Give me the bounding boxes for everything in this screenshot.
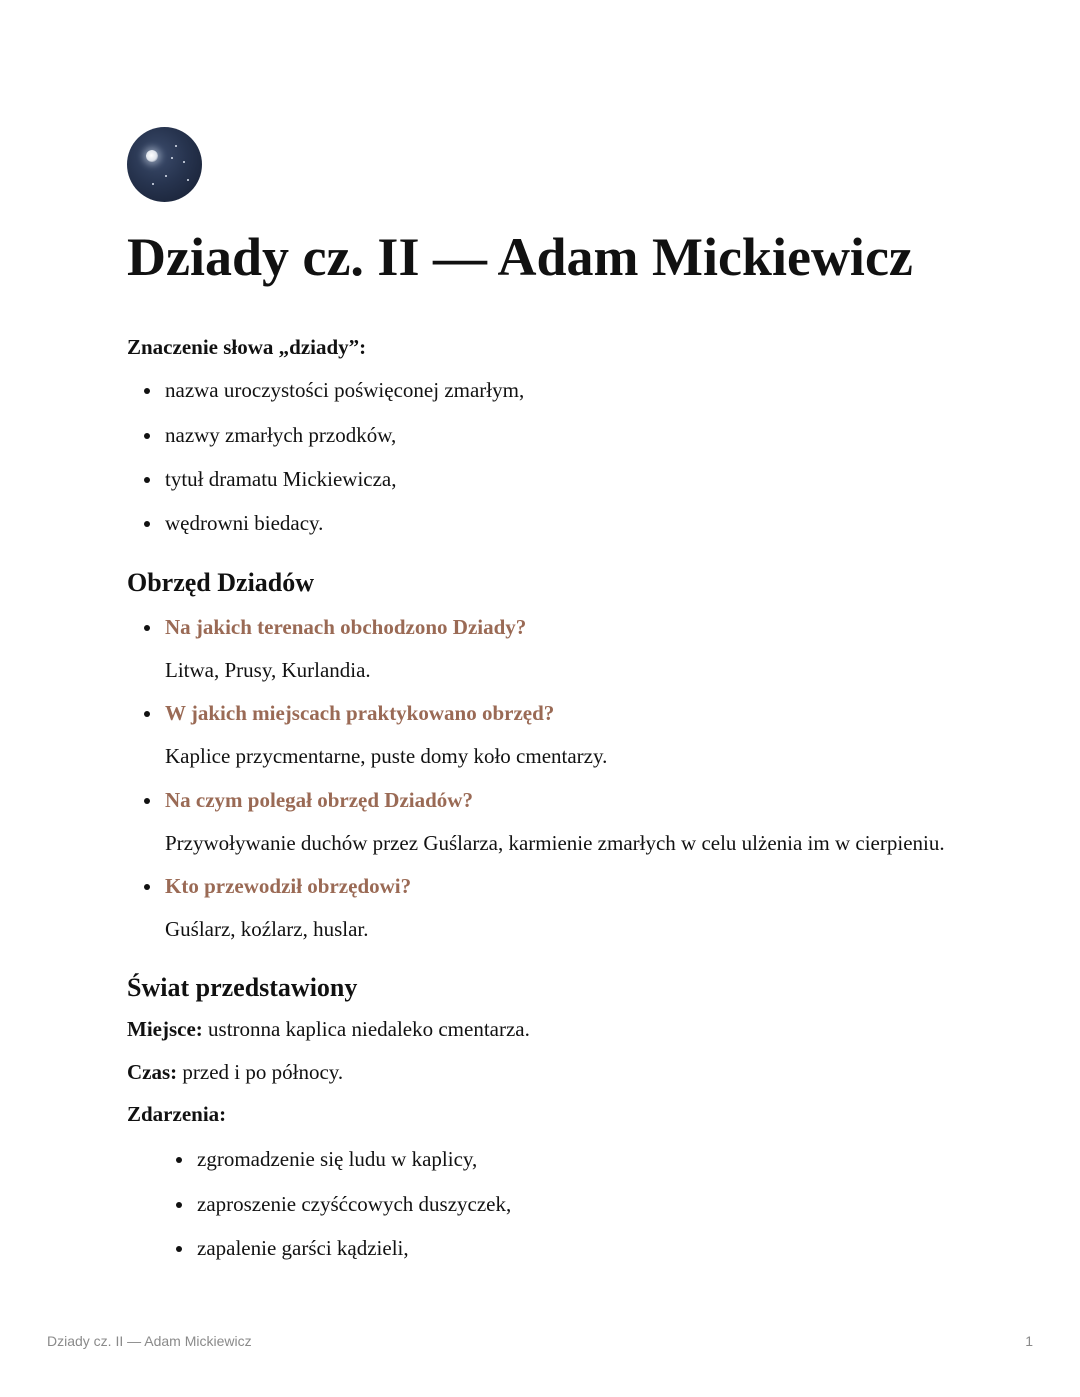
question-item: Na czym polegał obrzęd Dziadów? <box>165 788 473 812</box>
events-label-line <box>127 1100 226 1128</box>
footer-title: Dziady cz. II — Adam Mickiewicz <box>47 1333 252 1349</box>
star-dot <box>183 161 185 163</box>
answer-text: Guślarz, koźlarz, huslar. <box>165 917 369 941</box>
list-item: wędrowni biedacy. <box>165 511 324 535</box>
list-item: zgromadzenie się ludu w kaplicy, <box>197 1147 478 1171</box>
night-sky-moon-icon <box>127 127 202 202</box>
answer-text: Litwa, Prusy, Kurlandia. <box>165 658 371 682</box>
question-item: Kto przewodził obrzędowi? <box>165 874 412 898</box>
meaning-heading: Znaczenie słowa „dziady”: <box>127 335 367 359</box>
events-label: Zdarzenia: <box>127 1102 227 1126</box>
time-value: przed i po północy. <box>182 1060 344 1084</box>
star-dot <box>165 175 167 177</box>
time-label: Czas: <box>127 1060 178 1084</box>
list-item: zaproszenie czyśćcowych duszyczek, <box>197 1192 512 1216</box>
place-line <box>127 1015 530 1043</box>
page-title: Dziady cz. II — Adam Mickiewicz <box>127 227 913 287</box>
list-item: nazwa uroczystości poświęconej zmarłym, <box>165 378 525 402</box>
star-dot <box>175 145 177 147</box>
place-value: ustronna kaplica niedaleko cmentarza. <box>208 1017 530 1041</box>
moon-shape <box>146 150 158 162</box>
page-number: 1 <box>1025 1333 1033 1349</box>
question-item: Na jakich terenach obchodzono Dziady? <box>165 615 527 639</box>
list-item: nazwy zmarłych przodków, <box>165 423 397 447</box>
place-label: Miejsce: <box>127 1017 203 1041</box>
world-heading: Świat przedstawiony <box>127 973 358 1002</box>
rite-heading: Obrzęd Dziadów <box>127 568 315 597</box>
star-dot <box>171 157 173 159</box>
list-item: zapalenie garści kądzieli, <box>197 1236 409 1260</box>
answer-text: Kaplice przycmentarne, puste domy koło cmentarzy. <box>165 744 608 768</box>
star-dot <box>152 183 154 185</box>
answer-text: Przywoływanie duchów przez Guślarza, karmienie zmarłych w celu ulżenia im w cierpieniu. <box>165 831 945 855</box>
star-dot <box>187 179 189 181</box>
question-item: W jakich miejscach praktykowano obrzęd? <box>165 701 555 725</box>
list-item: tytuł dramatu Mickiewicza, <box>165 467 397 491</box>
time-line <box>127 1058 343 1086</box>
